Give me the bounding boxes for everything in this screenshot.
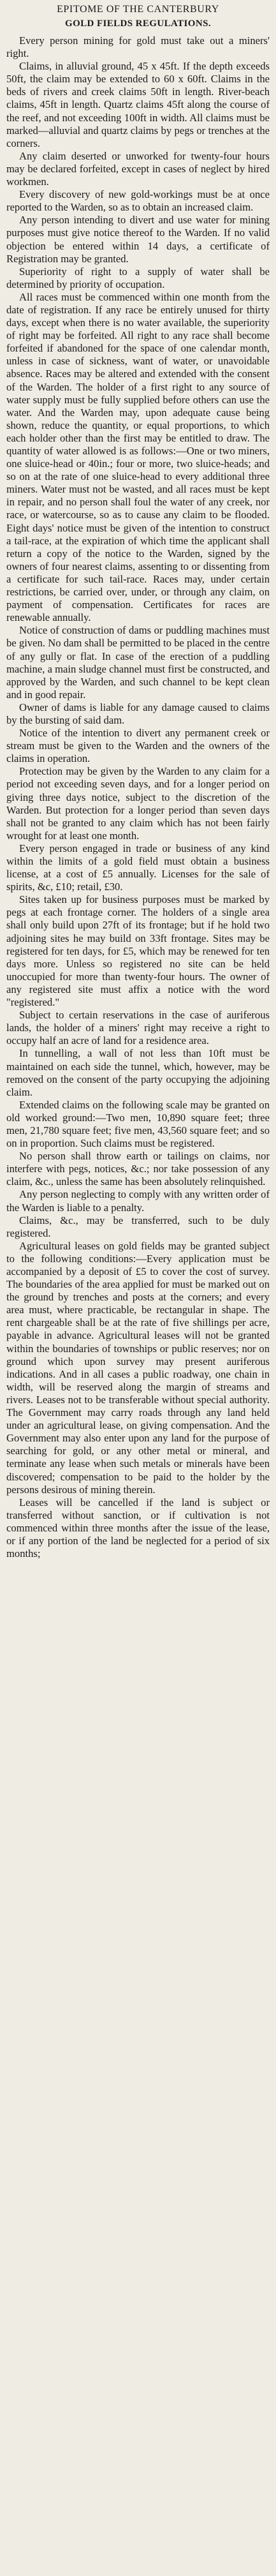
paragraph: Extended claims on the following scale may be granted on old worked ground:—Two men, 10,890 square feet; three men, 21,780 square feet; five men, 43,560 square feet; and so on in proportion. Such claims must be registered. bbox=[6, 1098, 270, 1150]
paragraph: Subject to certain reservations in the case of auriferous lands, the holder of a miners' right may receive a right to occupy half an acre of land for a residence area. bbox=[6, 1009, 270, 1047]
paragraph: Every person engaged in trade or business of any kind within the limits of a gold field must obtain a business license, at a cost of £5 annually. Licenses for the sale of spirits, &c, £10; retail, £30. bbox=[6, 842, 270, 893]
paragraph: Every discovery of new gold-workings must be at once reported to the Warden, so as to obtain an increased claim. bbox=[6, 188, 270, 214]
article-subtitle: GOLD FIELDS REGULATIONS. bbox=[65, 19, 211, 29]
paragraph: Notice of construction of dams or puddling machines must be given. No dam shall be permitted to be placed in the centre of any gully or flat. In case of the erection of a puddling machine, a main sludge channel must first be constructed, and approved by the Warden, and such channel to be kept clean and in good repair. bbox=[6, 624, 270, 701]
article-body bbox=[6, 34, 270, 1560]
paragraph: Claims, in alluvial ground, 45 x 45ft. If the depth exceeds 50ft, the claim may be extended to 60 x 60ft. Claims in the beds of rivers and creek claims 50ft in length. River-beach claims, 45ft in length. Quartz claims 45ft along the course of the reef, and not exceeding 100ft in width. All claims must be marked—alluvial and quartz claims by pegs or trenches at the corners. bbox=[6, 60, 270, 149]
paragraph: Any person neglecting to comply with any written order of the Warden is liable to a penalty. bbox=[6, 1188, 270, 1214]
paragraph: Sites taken up for business purposes must be marked by pegs at each frontage corner. The holders of a single area shall only build upon 27ft of its frontage; but if he hold two adjoining sites he may build on 33ft frontage. Sites may be registered for ten days, for £5, which may be renewed for ten days more. Unless so registered no site can be held unoccupied for more than twenty-four hours. The owner of any registered site must affix a notice with the word "registered." bbox=[6, 893, 270, 1009]
paragraph: Every person mining for gold must take out a miners' right. bbox=[6, 34, 270, 60]
article-title: EPITOME OF THE CANTERBURY bbox=[57, 4, 219, 15]
paragraph: Protection may be given by the Warden to any claim for a period not exceeding seven days, and for a longer period on giving three days notice, subject to the discretion of the Warden. But protection for a longer period than seven days shall not be granted to any claim which has not been fairly wrought for at least one month. bbox=[6, 765, 270, 842]
paragraph: In tunnelling, a wall of not less than 10ft must be maintained on each side the tunnel, which, however, may be removed on the consent of the party occupying the adjoining claim. bbox=[6, 1047, 270, 1098]
paragraph: No person shall throw earth or tailings on claims, nor interfere with pegs, notices, &c.; nor take possession of any claim, &c., unless the same has been absolutely relinquished. bbox=[6, 1150, 270, 1188]
paragraph: Owner of dams is liable for any damage caused to claims by the bursting of said dam. bbox=[6, 701, 270, 726]
paragraph: Claims, &c., may be transferred, such to be duly registered. bbox=[6, 1214, 270, 1239]
paragraph: Any claim deserted or unworked for twenty-four hours may be declared forfeited, except in cases of neglect by hired workmen. bbox=[6, 149, 270, 188]
paragraph: Any person intending to divert and use water for mining purposes must give notice thereof to the Warden. If no valid objection be entered within 14 days, a certificate of Registration may be granted. bbox=[6, 214, 270, 265]
paragraph: Superiority of right to a supply of water shall be determined by priority of occupation. bbox=[6, 265, 270, 290]
paragraph: Notice of the intention to divert any permanent creek or stream must be given to the Warden and the owners of the claims in operation. bbox=[6, 727, 270, 765]
paragraph: All races must be commenced within one month from the date of registration. If any race be entirely unused for thirty days, except when there is no water available, the superiority of right may be forfeited. All right to any race shall become forfeited if abandoned for the space of one calendar month, unless in case of sickness, want of water, or unavoidable absence. Races may be altered and extended with the consent of the Warden. The holder of a first right to any source of water supply must be fully supplied before others can use the water. And the Warden may, upon adequate cause being shown, reduce the quantity, or equal proportions, to which each holder other than the first may be entitled to draw. The quantity of water allowed is as follows:—One or two miners, one sluice-head or 40in.; four or more, two sluice-heads; and so on at the rate of one sluice-head to every additional three miners. Water must not be wasted, and all races must be kept in repair, and no person shall foul the water of any creek, nor race, or watercourse, so as to cause any claim to be flooded. Eight days' notice must be given of the intention to construct a tail-race, at the expiration of which time the applicant shall return a copy of the notice to the Warden, signed by the owners of four nearest claims, assenting to or dissenting from a certificate for such tail-race. Races may, under certain restrictions, be carried over, under, or through any claim, on payment of compensation. Certificates for races are renewable annually. bbox=[6, 290, 270, 624]
paragraph: Leases will be cancelled if the land is subject or transferred without sanction, or if cultivation is not commenced within three months after the issue of the lease, or if any portion of the land be neglected for a period of six months; bbox=[6, 1496, 270, 1560]
paragraph: Agricultural leases on gold fields may be granted subject to the following conditions:—Every application must be accompanied by a deposit of £5 to cover the cost of survey. The boundaries of the area applied for must be marked out on the ground by trenches and posts at the corners; and every area must, where practicable, be rectangular in shape. The rent chargeable shall be at the rate of five shillings per acre, payable in advance. Agricultural leases will not be granted within the boundaries of townships or public reserves; nor on ground which upon survey may present auriferous indications. And in all cases a public roadway, one chain in width, will be reserved along the margin of streams and rivers. Leases not to be transferable without special authority. The Government may carry roads through any land held under an agricultural lease, on giving compensation. And the Government may also enter upon any land for the purpose of searching for gold, or any other metal or mineral, and terminate any lease when such metals or minerals have been discovered; compensation to be paid to the holder by the persons desirous of mining therein. bbox=[6, 1239, 270, 1496]
